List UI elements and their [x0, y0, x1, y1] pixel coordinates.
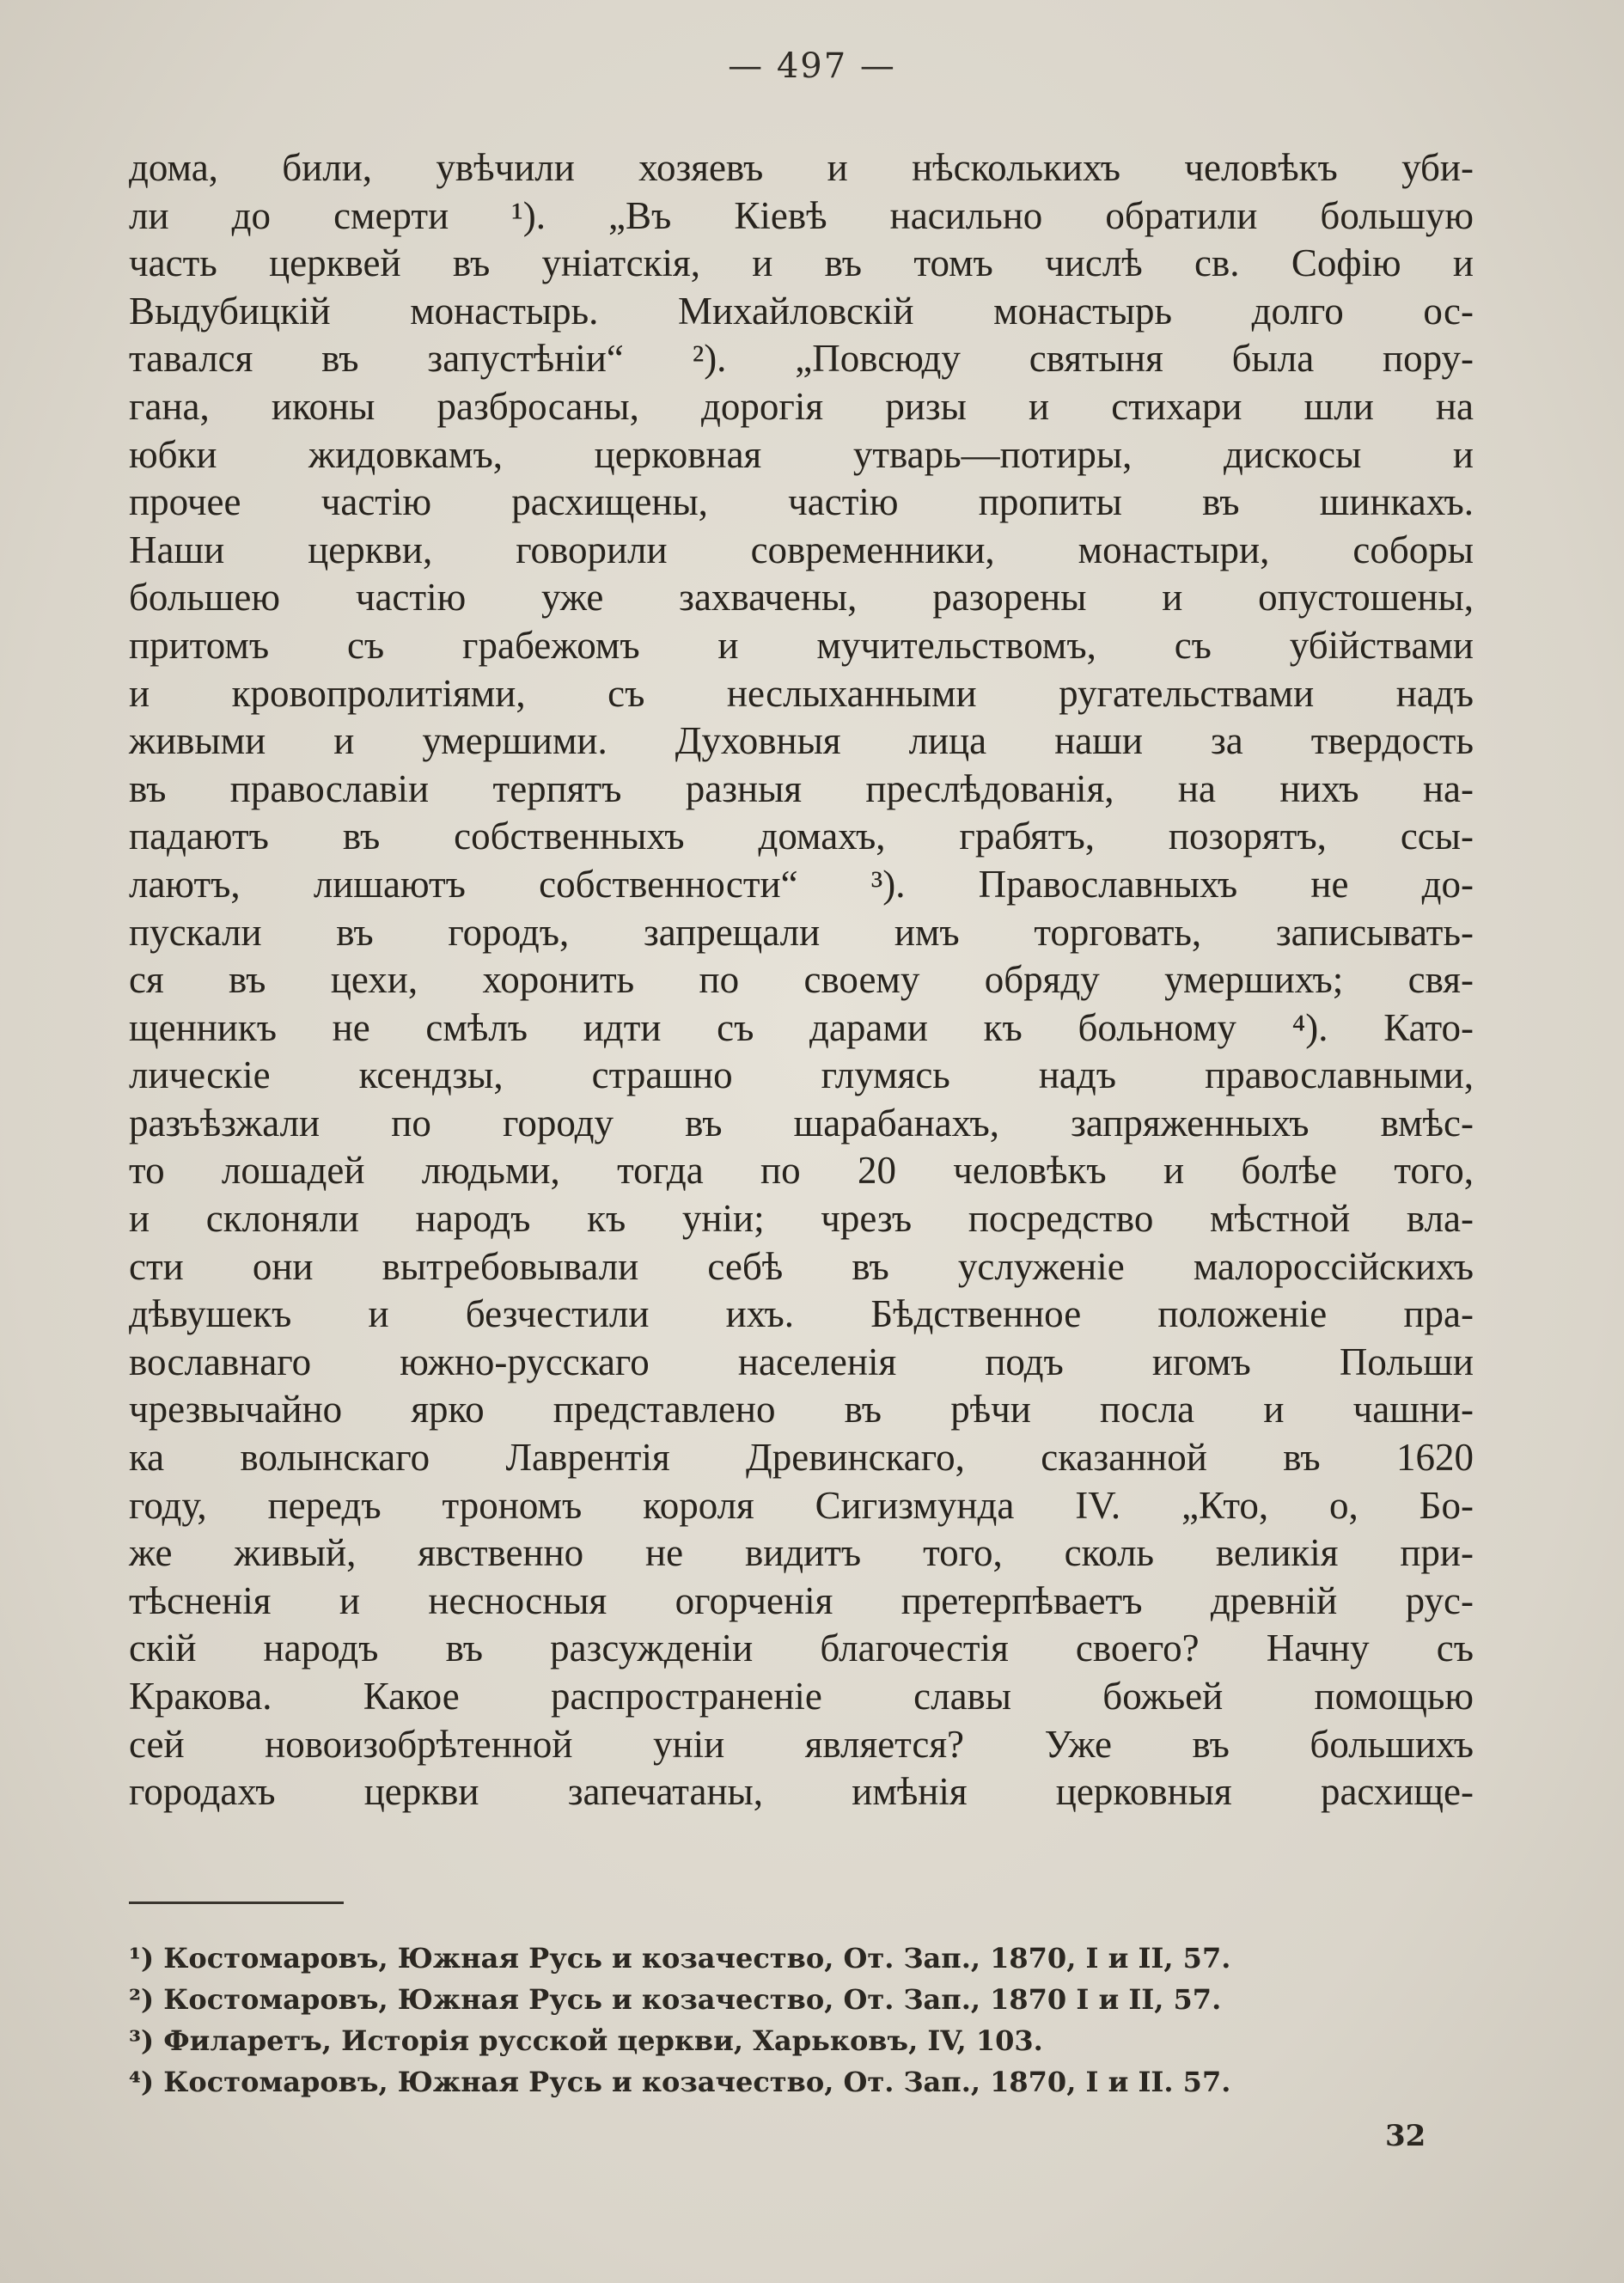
page-number: — 497 —: [728, 46, 896, 86]
body-line: ка волынскаго Лаврентія Древинскаго, сказанной въ 1620: [129, 1436, 1474, 1480]
footnote: ³) Филаретъ, Исторія русской церкви, Харьковъ, IV, 103.: [129, 2024, 1043, 2057]
body-line: юбки жидовкамъ, церковная утварь—потиры, дискосы и: [129, 432, 1474, 476]
body-line: ли до смерти ¹). „Въ Кіевѣ насильно обратили большую: [129, 193, 1474, 237]
body-line: же живый, явственно не видитъ того, сколь великія при-: [129, 1531, 1474, 1575]
body-line: Кракова. Какое распространеніе славы божьей помощью: [129, 1675, 1474, 1718]
body-line: сти они вытребовывали себѣ въ услуженіе малороссійскихъ: [129, 1244, 1474, 1288]
body-line: скій народъ въ разсужденіи благочестія своего? Начну съ: [129, 1627, 1474, 1670]
footnotes: [129, 1938, 1418, 2103]
body-line: притомъ съ грабежомъ и мучительствомъ, съ убійствами: [129, 623, 1474, 667]
body-line: городахъ церкви запечатаны, имѣнія церковныя расхище-: [129, 1770, 1474, 1814]
body-line: лаютъ, лишаютъ собственности“ ³). Православныхъ не до-: [129, 862, 1474, 906]
body-line: пускали въ городъ, запрещали имъ торговать, записывать-: [129, 910, 1474, 954]
body-line: сей новоизобрѣтенной уніи является? Уже въ большихъ: [129, 1722, 1474, 1766]
body-line: и кровопролитіями, съ неслыханными ругательствами надъ: [129, 671, 1474, 715]
body-line: большею частію уже захвачены, разорены и опустошены,: [129, 576, 1474, 620]
body-line: тавался въ запустѣніи“ ²). „Повсюду святыня была пору-: [129, 337, 1474, 381]
body-line: дома, били, увѣчили хозяевъ и нѣсколькихъ человѣкъ уби-: [129, 146, 1474, 189]
body-line: ся въ цехи, хоронить по своему обряду умершихъ; свя-: [129, 958, 1474, 1002]
body-line: разъѣзжали по городу въ шарабанахъ, запряженныхъ вмѣс-: [129, 1101, 1474, 1145]
body-line: Наши церкви, говорили современники, монастыри, соборы: [129, 528, 1474, 571]
body-line: тѣсненія и несносныя огорченія претерпѣваетъ древній рус-: [129, 1578, 1474, 1622]
body-line: часть церквей въ уніатскія, и въ томъ числѣ св. Софію и: [129, 241, 1474, 285]
body-line: то лошадей людьми, тогда по 20 человѣкъ и болѣе того,: [129, 1149, 1474, 1193]
footnote: ²) Костомаровъ, Южная Русь и козачество, От. Зап., 1870 I и II, 57.: [129, 1983, 1222, 2016]
body-line: дѣвушекъ и безчестили ихъ. Бѣдственное положеніе пра-: [129, 1292, 1474, 1336]
sheet-number: 32: [1385, 2119, 1426, 2153]
body-line: падаютъ въ собственныхъ домахъ, грабятъ, позорятъ, ссы-: [129, 815, 1474, 858]
body-line: щенникъ не смѣлъ идти съ дарами къ больному ⁴). Като-: [129, 1005, 1474, 1049]
body-line: и склоняли народъ къ уніи; чрезъ посредство мѣстной вла-: [129, 1197, 1474, 1241]
footnote-divider: [129, 1901, 344, 1904]
body-line: въ православіи терпятъ разныя преслѣдованія, на нихъ на-: [129, 766, 1474, 810]
footnote: ⁴) Костомаровъ, Южная Русь и козачество, От. Зап., 1870, I и II. 57.: [129, 2066, 1231, 2098]
body-line: живыми и умершими. Духовныя лица наши за твердость: [129, 719, 1474, 763]
body-line: вославнаго южно-русскаго населенія подъ игомъ Польши: [129, 1340, 1474, 1383]
body-line: лическіе ксендзы, страшно глумясь надъ православными,: [129, 1053, 1474, 1097]
body-line: чрезвычайно ярко представлено въ рѣчи посла и чашни-: [129, 1388, 1474, 1431]
body-text: [129, 144, 1474, 1816]
body-line: Выдубицкій монастырь. Михайловскій монастырь долго ос-: [129, 289, 1474, 333]
footnote: ¹) Костомаровъ, Южная Русь и козачество, От. Зап., 1870, I и II, 57.: [129, 1942, 1231, 1975]
body-line: году, передъ трономъ короля Сигизмунда IV. „Кто, о, Бо-: [129, 1483, 1474, 1527]
body-line: прочее частію расхищены, частію пропиты въ шинкахъ.: [129, 480, 1474, 524]
body-line: гана, иконы разбросаны, дорогія ризы и стихари шли на: [129, 384, 1474, 428]
